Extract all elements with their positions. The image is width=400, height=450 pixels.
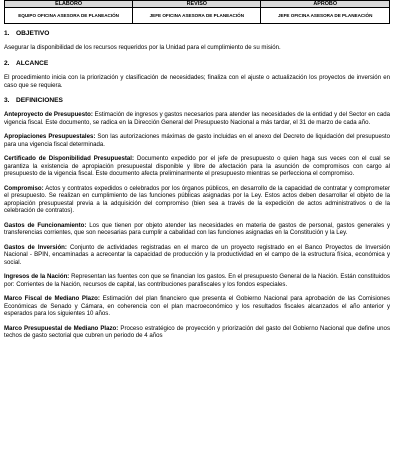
section-text-objetivo: Asegurar la disponibilidad de los recursos requeridos por la Unidad para el cumplimiento de su misión. xyxy=(4,44,281,51)
section-text-alcance: El procedimiento inicia con la priorización y clasificación de necesidades; finaliza con el ajuste o actualización los proyectos de inversión en caso que se requiera. xyxy=(4,73,390,89)
section-title-text: ALCANCE xyxy=(16,59,49,67)
definition-marco-fiscal xyxy=(4,295,390,318)
section-title-definiciones xyxy=(4,96,390,105)
definition-text: Los que tienen por objeto atender las necesidades en materia de gastos de personal, gastos generales y transferencias corrientes, que son necesarias para cumplir a cabalidad con las funciones asignadas en la Constitución y la Ley. xyxy=(4,221,390,237)
section-number: 1. xyxy=(4,30,10,37)
definition-text: Documento expedido por el jefe de presupuesto o quien haga sus veces con el cual se garantiza la existencia de apropiación presupuestal disponible y libre de afectación para la asunción de compromisos con cargo al presupuesto de la vigencia fiscal. Este documento afecta preliminarmente el presupuesto mientras se perfecciona el compromiso. xyxy=(4,155,391,178)
section-title-objetivo xyxy=(4,29,390,38)
definition-gastos-inversion xyxy=(4,244,390,267)
definition-term: Compromiso: xyxy=(4,184,44,192)
definition-ingresos xyxy=(4,273,390,288)
approval-header-reviso: REVISO xyxy=(133,1,261,8)
definition-apropiaciones xyxy=(4,133,390,148)
definition-marco-presupuestal xyxy=(4,325,390,340)
definition-text: Proceso estratégico de proyección y priorización del gasto del Gobierno Nacional que define unos techos de gasto sectorial que cubren un periodo de 4 años xyxy=(4,324,390,340)
definition-text: Estimación del plan financiero que presenta el Gobierno Nacional para aprobación de las Comisiones Económicas de Senado y Cámara, en coherencia con el plan macroeconómico y los resultados fiscales alcanzados el año anterior y esperados para los siguientes 10 años. xyxy=(4,295,390,318)
definition-term: Anteproyecto de Presupuesto: xyxy=(4,111,93,119)
definition-text: Estimación de ingresos y gastos necesarios para atender las necesidades de la entidad y del Sector en cada vigencia fiscal. Este documento, se radica en la Dirección General del Presupuesto Nacional a más tardar, el 31 de marzo de cada año. xyxy=(4,111,390,126)
section-title-alcance xyxy=(4,59,390,68)
section-title-text: DEFINICIONES xyxy=(16,97,63,105)
document-body xyxy=(4,29,390,347)
definition-term: Ingresos de la Nación: xyxy=(4,273,70,281)
approval-header-row xyxy=(5,1,390,8)
definition-certificado xyxy=(4,155,390,178)
section-number: 3. xyxy=(4,97,10,105)
definition-term: Gastos de Funcionamiento: xyxy=(4,221,87,229)
approval-table xyxy=(4,0,390,24)
definition-term: Gastos de Inversión: xyxy=(4,243,67,251)
definition-term: Apropiaciones Presupuestales: xyxy=(4,133,96,141)
approval-header-elaboro: ELABORO xyxy=(5,1,133,8)
definition-text: Conjunto de actividades registradas en el marco de un proyecto registrado en el Banco Proyectos de Inversión Nacional - BPIN, encaminadas a acrecentar la capacidad de producción y la productividad en el campo de la estructura física, económica y social. xyxy=(4,243,390,266)
definition-text: Actos y contratos expedidos o celebrados por los órganos públicos, en desarrollo de la capacidad de contratar y comprometer el presupuesto. Se realizan en cumplimiento de las funciones públicas asignadas por la Ley. Estos actos deben desarrollar el objeto de la apropiación presupuestal previa a la adquisición del compromiso (bien sea a través de la expedición de actos administrativos o de la celebración de contratos). xyxy=(4,184,390,215)
definition-text: Representan las fuentes con que se financian los gastos. En el presupuesto General de la Nación. Están constituidos por: Corrientes de la Nación, recursos de capital, las contribuciones parafiscales y los fondos especiales. xyxy=(4,273,390,288)
definition-text: Son las autorizaciones máximas de gasto incluidas en el anexo del Decreto de liquidación del presupuesto para una vigencia fiscal determinada. xyxy=(4,133,390,148)
definition-anteproyecto xyxy=(4,111,390,126)
approval-value-reviso: JEFE OFICINA ASESORA DE PLANEACIÓN xyxy=(133,8,261,24)
approval-header-aprobo: APROBO xyxy=(261,1,390,8)
definition-term: Certificado de Disponibilidad Presupuestal: xyxy=(4,155,135,163)
section-title-text: OBJETIVO xyxy=(16,30,50,37)
section-number: 2. xyxy=(4,59,10,67)
definition-term: Marco Presupuestal de Mediano Plazo: xyxy=(4,324,119,332)
approval-value-elaboro: EQUIPO OFICINA ASESORA DE PLANEACIÓN xyxy=(5,8,133,24)
definition-term: Marco Fiscal de Mediano Plazo: xyxy=(4,295,100,303)
approval-value-row xyxy=(5,8,390,24)
definition-gastos-funcionamiento xyxy=(4,222,390,237)
definition-compromiso xyxy=(4,185,390,215)
approval-value-aprobo: JEFE OFICINA ASESORA DE PLANEACIÓN xyxy=(261,8,390,24)
